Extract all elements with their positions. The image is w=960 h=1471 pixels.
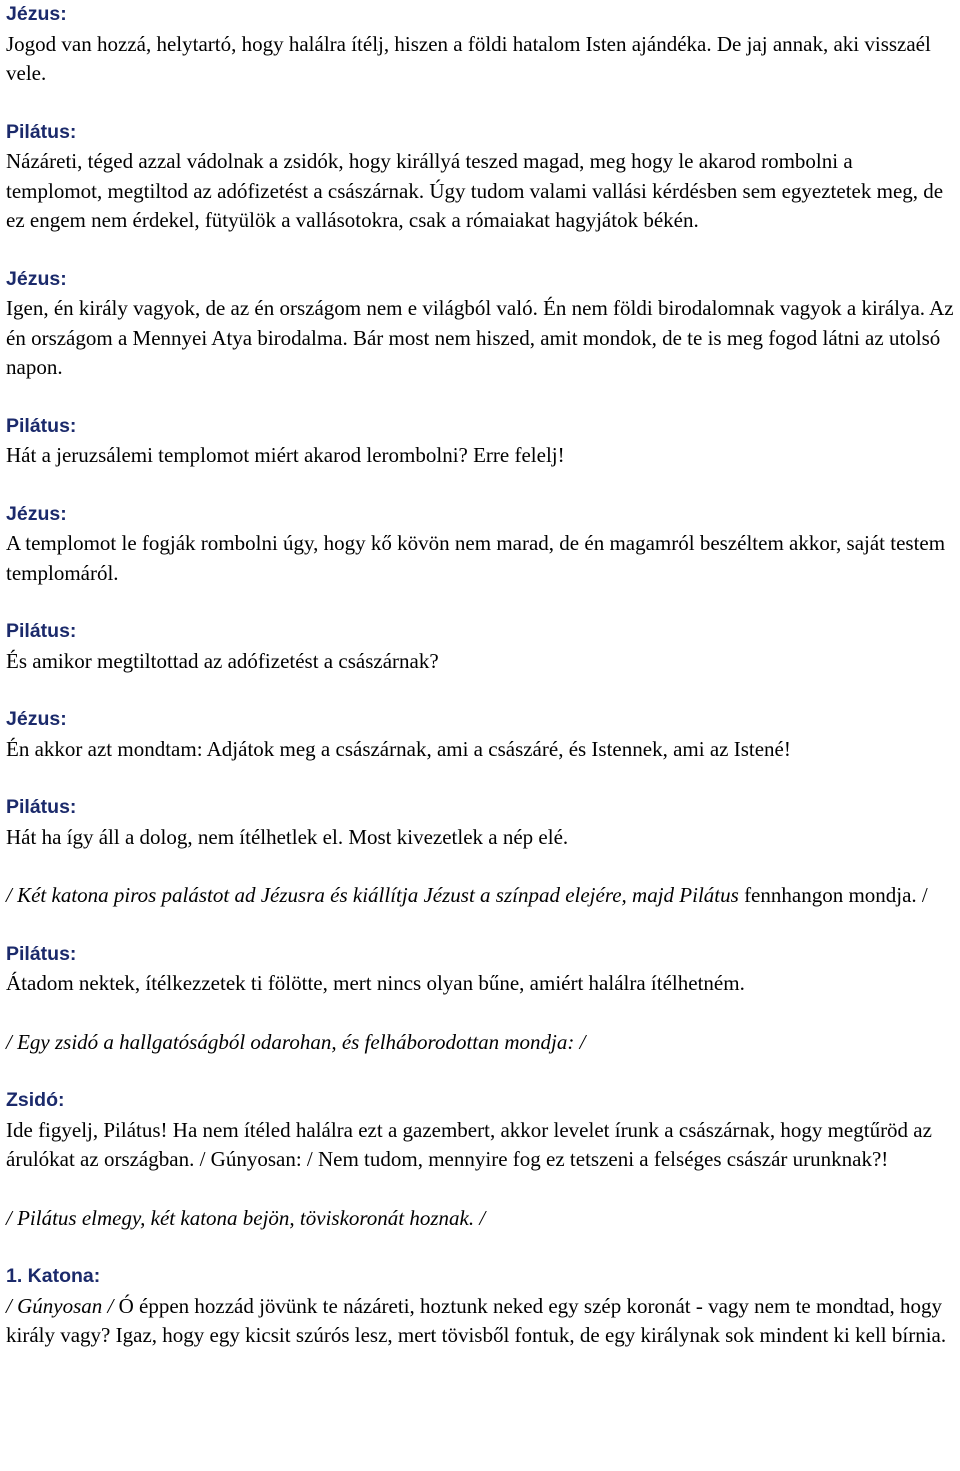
stage-direction-italic: / Egy zsidó a hallgatóságból odarohan, és felháborodottan mondja: / <box>6 1029 586 1054</box>
speech-text: Hát a jeruzsálemi templomot miért akarod lerombolni? Erre felelj! <box>6 443 565 467</box>
speech-text: Ide figyelj, Pilátus! Ha nem ítéled halálra ezt a gazembert, akkor levelet írunk a császárnak, hogy megtűröd az árulókat az országban. / Gúnyosan: / Nem tudom, mennyire fog ez tetszeni a felséges császár urunknak?! <box>6 1117 932 1171</box>
speech-text: Názáreti, téged azzal vádolnak a zsidók, hogy királlyá teszed magad, meg hogy le akarod rombolni a templomot, megtiltod az adófizetést a császárnak. Úgy tudom valami vallási kérdésben sem egyeztetek meg, de ez engem nem érdekel, fütyülök a vallásotokra, csak a rómaiakat hagyjátok békén. <box>6 149 944 232</box>
speaker-label: Pilátus: <box>6 620 77 642</box>
dialogue-block <box>6 412 954 471</box>
speech-text: Hát ha így áll a dolog, nem ítélhetlek el. Most kivezetlek a nép elé. <box>6 824 569 849</box>
speech-text: A templomot le fogják rombolni úgy, hogy kő kövön nem marad, de én magamról beszéltem akkor, saját testem templomáról. <box>6 531 946 585</box>
speech-text: Ó éppen hozzád jövünk te názáreti, hoztunk neked egy szép koronát - vagy nem te mondtad, hogy király vagy? Igaz, hogy egy kicsit szúrós lesz, mert tövisből fontuk, de egy királynak sok mindent ki kell bírnia. <box>6 1293 947 1347</box>
dialogue-block <box>6 705 954 764</box>
speech-text: Én akkor azt mondtam: Adjátok meg a császárnak, ami a császáré, és Istennek, ami az Istené! <box>6 736 791 761</box>
speech-text: Átadom nektek, ítélkezzetek ti fölötte, mert nincs olyan bűne, amiért halálra ítélhetném. <box>6 971 745 995</box>
speaker-label: Jézus: <box>6 3 67 25</box>
stage-direction-italic: / Pilátus elmegy, két katona bejön, töviskoronát hoznak. / <box>6 1205 486 1230</box>
dialogue-block <box>6 0 954 89</box>
speaker-label: 1. Katona: <box>6 1265 101 1287</box>
dialogue-block <box>6 265 954 383</box>
speaker-label: Pilátus: <box>6 414 77 437</box>
speaker-label: Jézus: <box>6 502 67 525</box>
stage-direction-upright: fennhangon mondja. / <box>744 883 928 907</box>
stage-direction <box>6 881 954 911</box>
speech-text: És amikor megtiltottad az adófizetést a császárnak? <box>6 648 439 673</box>
dialogue-block <box>6 118 954 236</box>
stage-direction-italic: / Két katona piros palástot ad Jézusra és kiállítja Jézust a színpad elejére, majd Pilátus <box>6 883 739 907</box>
speaker-label: Pilátus: <box>6 942 77 965</box>
stage-direction <box>6 1204 954 1234</box>
dialogue-block <box>6 500 954 589</box>
dialogue-block <box>6 940 954 999</box>
speech-text: Jogod van hozzá, helytartó, hogy halálra ítélj, hiszen a földi hatalom Isten ajándéka. De jaj annak, aki visszaél vele. <box>6 31 931 85</box>
dialogue-block <box>6 1262 954 1351</box>
speaker-label: Pilátus: <box>6 120 77 143</box>
speech-text: Igen, én király vagyok, de az én országom nem e világból való. Én nem földi birodalomnak vagyok a királya. Az én országom a Mennyei Atya birodalma. Bár most nem hiszed, amit mondok, de te is meg fogod látni az utolsó napon. <box>6 296 954 379</box>
dialogue-block <box>6 1086 954 1175</box>
dialogue-block <box>6 617 954 676</box>
speaker-label: Jézus: <box>6 708 67 730</box>
stage-direction-inline: / Gúnyosan / <box>6 1293 119 1318</box>
speaker-label: Zsidó: <box>6 1089 65 1111</box>
dialogue-block <box>6 793 954 852</box>
speaker-label: Pilátus: <box>6 796 77 818</box>
speaker-label: Jézus: <box>6 267 67 290</box>
stage-direction <box>6 1028 954 1058</box>
